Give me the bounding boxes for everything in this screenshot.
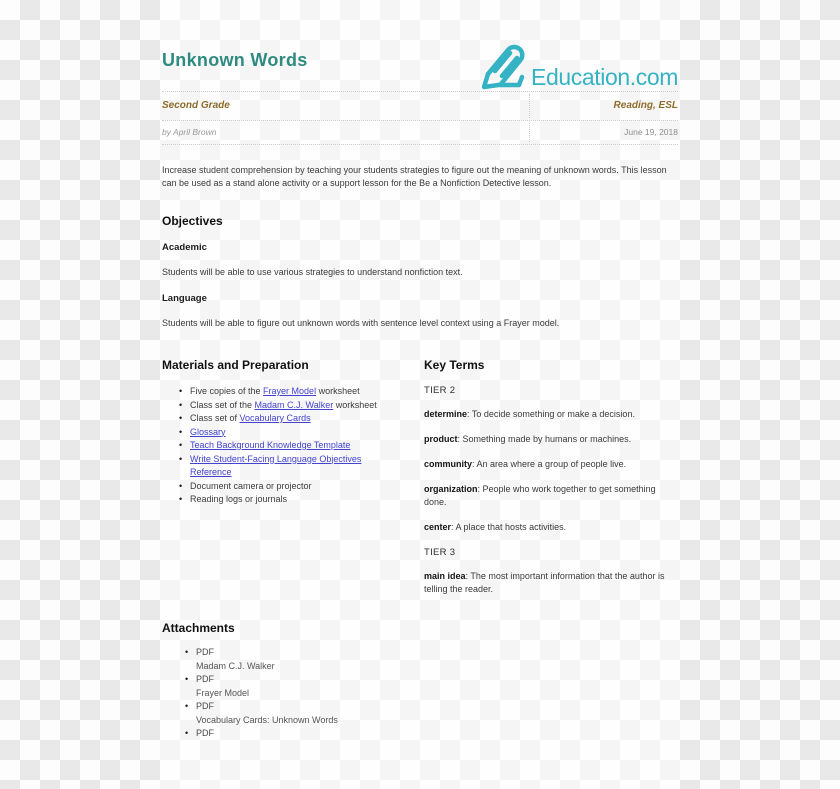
materials-column [162, 358, 424, 507]
attachment-type: PDF [196, 701, 214, 711]
attachments-heading: Attachments [162, 621, 235, 635]
key-term-entry [424, 570, 678, 596]
key-term-entry [424, 408, 678, 421]
material-text: Class set of [190, 413, 240, 423]
attachment-type: PDF [196, 674, 214, 684]
materials-list-item [190, 480, 402, 494]
key-term-word: center [424, 522, 452, 532]
key-term-entry [424, 521, 678, 534]
materials-keyterms-columns [162, 358, 678, 596]
key-term-definition: : Something made by humans or machines. [457, 434, 632, 444]
key-terms-group [424, 547, 678, 596]
key-term-entry [424, 433, 678, 446]
key-term-word: organization [424, 484, 478, 494]
material-text: Document camera or projector [190, 480, 312, 491]
materials-heading: Materials and Preparation [162, 358, 309, 372]
document-page [160, 0, 680, 789]
key-term-word: main idea [424, 571, 466, 581]
objectives-heading: Objectives [162, 214, 223, 228]
tier-entries [424, 570, 678, 596]
key-term-word: determine [424, 409, 468, 419]
materials-list-item [190, 493, 402, 507]
logo-wordmark: Education.com [531, 64, 678, 90]
attachment-list-item [196, 646, 678, 673]
materials-list-item [190, 412, 402, 426]
language-objective-text: Students will be able to figure out unknown words with sentence level context using a Frayer model. [162, 318, 560, 328]
attachments-list [162, 646, 678, 741]
academic-objective-text: Students will be able to use various strategies to understand nonfiction text. [162, 267, 463, 277]
dotted-divider [529, 123, 530, 142]
education-logo [475, 36, 678, 90]
byline-date-row [162, 121, 678, 145]
publish-date: June 19, 2018 [624, 127, 678, 137]
material-text: Class set of the [190, 399, 255, 410]
grade-subject-row [162, 92, 678, 121]
attachment-name: Vocabulary Cards: Unknown Words [196, 714, 338, 725]
key-term-definition: : The most important information that the author is telling the reader. [424, 571, 665, 594]
material-link[interactable]: Teach Background Knowledge Template [190, 440, 351, 450]
materials-list-item [190, 439, 402, 453]
tier-label: TIER 2 [424, 385, 456, 396]
material-link[interactable]: Madam C.J. Walker [254, 399, 334, 410]
author-byline: by April Brown [162, 127, 217, 137]
key-terms-column [424, 358, 678, 596]
material-text: worksheet [316, 386, 360, 396]
dotted-divider [529, 94, 530, 118]
pencil-logo-icon [475, 36, 531, 90]
attachment-list-item [196, 700, 678, 727]
material-link[interactable]: Frayer Model [263, 386, 317, 396]
document-header [162, 0, 678, 92]
materials-list [162, 385, 424, 507]
materials-list-item [190, 453, 402, 480]
key-terms-group [424, 385, 678, 534]
academic-subheading: Academic [162, 242, 207, 253]
materials-list-item [190, 385, 402, 399]
key-term-entry [424, 458, 678, 471]
key-term-word: community [424, 459, 473, 469]
materials-list-item [190, 399, 402, 413]
attachment-type: PDF [196, 728, 214, 738]
key-term-word: product [424, 434, 458, 444]
key-term-entry [424, 483, 678, 509]
tier-label: TIER 3 [424, 547, 456, 558]
key-terms-heading: Key Terms [424, 358, 485, 372]
material-text: worksheet [333, 399, 377, 410]
material-text: Five copies of the [190, 386, 264, 396]
grade-label: Second Grade [162, 100, 230, 111]
tier-entries [424, 408, 678, 534]
attachment-name: Madam C.J. Walker [196, 660, 275, 671]
material-link[interactable]: Vocabulary Cards [239, 413, 311, 423]
material-link[interactable]: Write Student-Facing Language Objectives Reference [190, 453, 362, 477]
key-terms-groups [424, 385, 678, 596]
material-text: Reading logs or journals [190, 494, 288, 504]
page-title: Unknown Words [162, 50, 308, 70]
attachment-list-item [196, 727, 678, 741]
key-term-definition: : To decide something or make a decision. [467, 409, 635, 419]
attachment-list-item [196, 673, 678, 700]
material-link[interactable]: Glossary [190, 426, 226, 437]
language-subheading: Language [162, 293, 207, 304]
key-term-definition: : A place that hosts activities. [451, 522, 567, 532]
key-term-definition: : People who work together to get something done. [424, 484, 656, 507]
key-term-definition: : An area where a group of people live. [472, 459, 627, 469]
intro-paragraph: Increase student comprehension by teaching your students strategies to figure out the meaning of unknown words. This lesson can be used as a stand alone activity or a support lesson for the Be a Nonfiction Detective lesson. [162, 165, 667, 188]
subjects-label: Reading, ESL [613, 100, 678, 111]
materials-list-item [190, 426, 402, 440]
attachment-type: PDF [196, 647, 214, 657]
attachment-name: Frayer Model [196, 687, 250, 698]
